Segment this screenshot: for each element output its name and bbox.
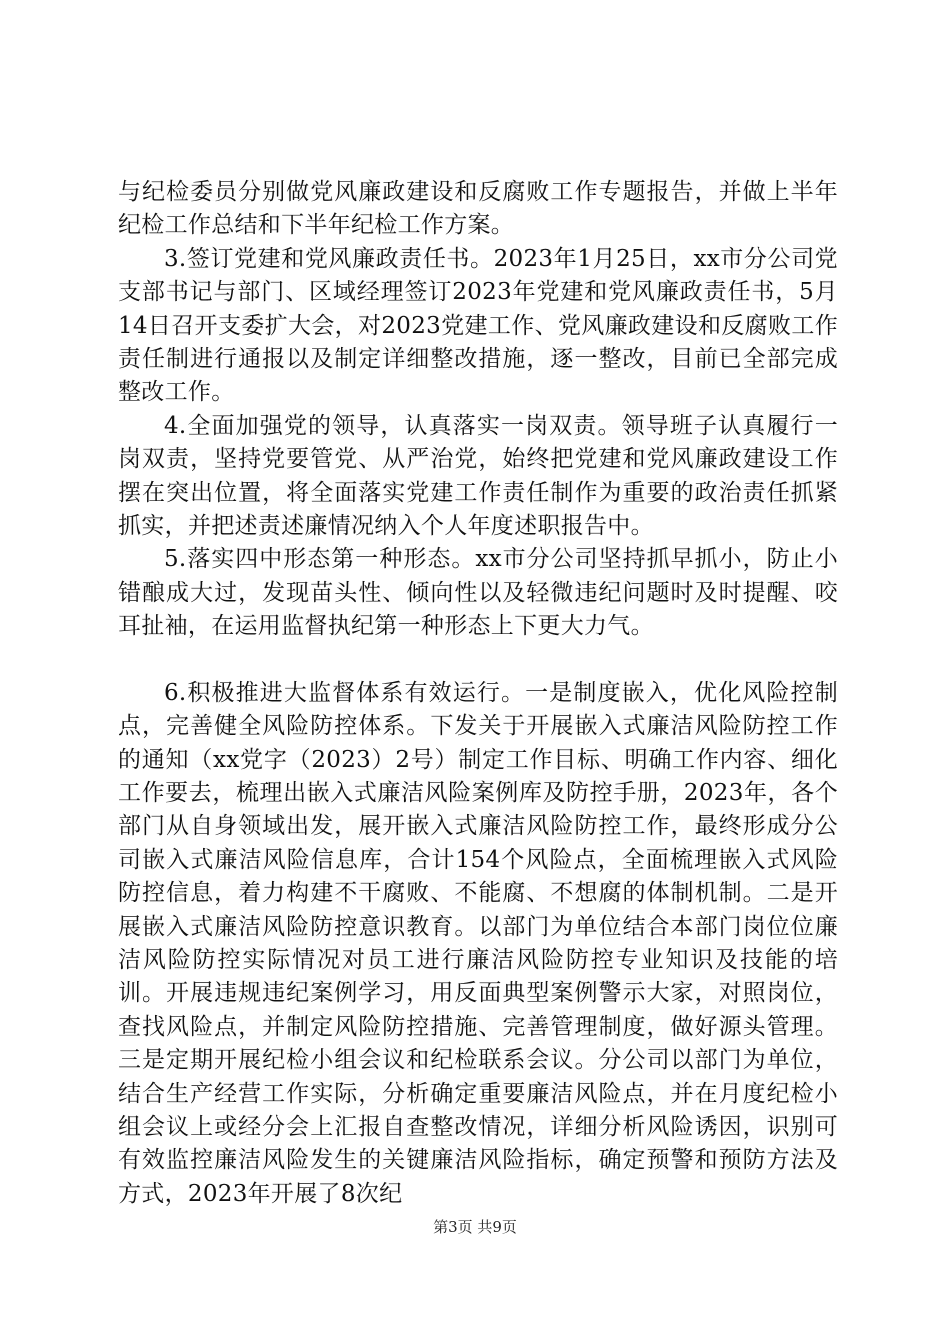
- paragraph-spacer: [118, 644, 838, 677]
- document-body: [118, 176, 838, 1211]
- paragraph-item-3: 3.签订党建和党风廉政责任书。2023年1月25日，xx市分公司党支部书记与部门、区域经理签订2023年党建和党风廉政责任书，5月14日召开支委扩大会，对2023党建工作、党风廉政建设和反腐败工作责任制进行通报以及制定详细整改措施，逐一整改，目前已全部完成整改工作。: [118, 245, 838, 406]
- paragraph-continuation: 与纪检委员分别做党风廉政建设和反腐败工作专题报告，并做上半年纪检工作总结和下半年纪检工作方案。: [118, 179, 838, 239]
- paragraph-item-5: 5.落实四中形态第一种形态。xx市分公司坚持抓早抓小，防止小错酿成大过，发现苗头性、倾向性以及轻微违纪问题时及时提醒、咬耳扯袖，在运用监督执纪第一种形态上下更大力气。: [118, 546, 838, 640]
- paragraph-item-6: 6.积极推进大监督体系有效运行。一是制度嵌入，优化风险控制点，完善健全风险防控体系。下发关于开展嵌入式廉洁风险防控工作的通知（xx党字（2023）2号）制定工作目标、明确工作内容、细化工作要去，梳理出嵌入式廉洁风险案例库及防控手册，2023年，各个部门从自身领域出发，展开嵌入式廉洁风险防控工作，最终形成分公司嵌入式廉洁风险信息库，合计154个风险点，全面梳理嵌入式风险防控信息，着力构建不干腐败、不能腐、不想腐的体制机制。二是开展嵌入式廉洁风险防控意识教育。以部门为单位结合本部门岗位位廉洁风险防控实际情况对员工进行廉洁风险防控专业知识及技能的培训。开展违规违纪案例学习，用反面典型案例警示大家，对照岗位，查找风险点，并制定风险防控措施、完善管理制度，做好源头管理。三是定期开展纪检小组会议和纪检联系会议。分公司以部门为单位，结合生产经营工作实际，分析确定重要廉洁风险点，并在月度纪检小组会议上或经分会上汇报自查整改情况，详细分析风险诱因，识别可有效监控廉洁风险发生的关键廉洁风险指标，确定预警和预防方法及方式，2023年开展了8次纪: [118, 679, 838, 1207]
- paragraph-item-4: 4.全面加强党的领导，认真落实一岗双责。领导班子认真履行一岗双责，坚持党要管党、从严治党，始终把党建和党风廉政建设工作摆在突出位置，将全面落实党建工作责任制作为重要的政治责任抓紧抓实，并把述责述廉情况纳入个人年度述职报告中。: [118, 412, 838, 540]
- page-number-footer: 第3页 共9页: [433, 1218, 517, 1236]
